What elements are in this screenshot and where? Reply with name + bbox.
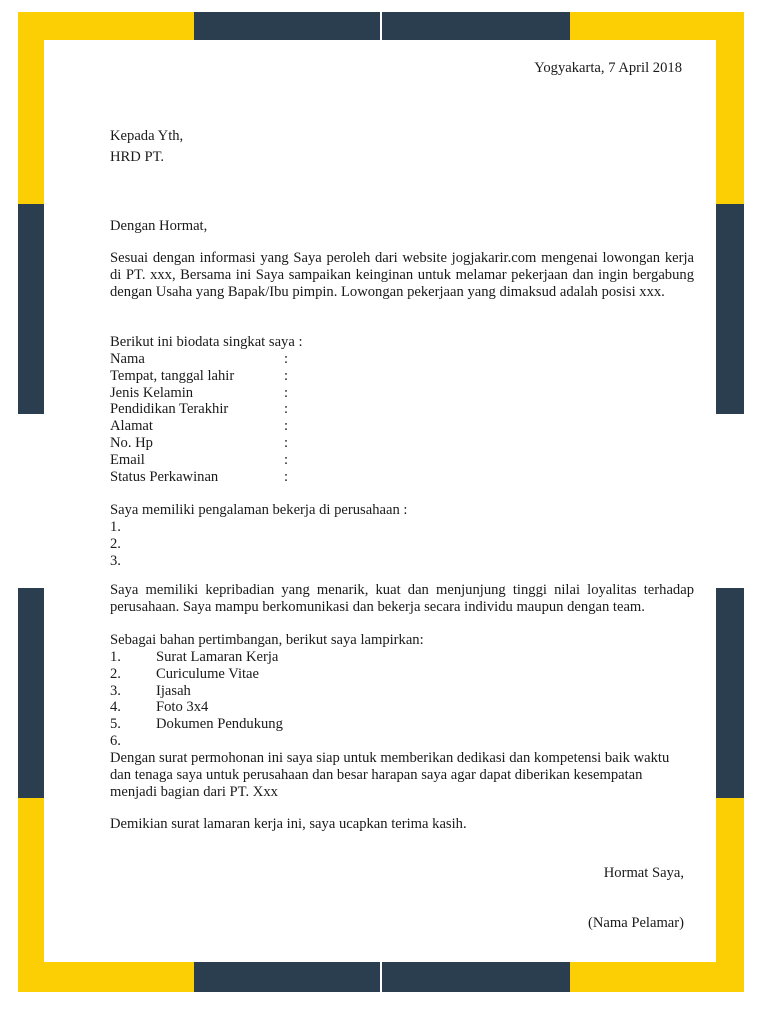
attachment-number: 4.	[110, 699, 121, 716]
attachments-heading: Sebagai bahan pertimbangan, berikut saya lampirkan:	[110, 632, 424, 648]
attachment-number: 6.	[110, 732, 121, 749]
biodata-colon: :	[284, 351, 289, 367]
biodata-label: Tempat, tanggal lahir	[110, 367, 235, 384]
frame-top-navy-left	[194, 12, 380, 40]
personality-paragraph: Saya memiliki kepribadian yang menarik, kuat dan menjunjung tinggi nilai loyalitas terhadap perusahaan. Saya mampu berkomunikasi dan bekerja secara individu maupun dengan team.	[110, 582, 694, 615]
recipient-block	[110, 128, 183, 166]
attachment-number: 2.	[110, 665, 121, 682]
biodata-row	[110, 469, 304, 486]
experience-heading: Saya memiliki pengalaman bekerja di perusahaan :	[110, 502, 408, 518]
attachment-item	[110, 716, 283, 733]
frame-left-navy-bottom	[18, 588, 46, 798]
frame-left-navy-top	[18, 204, 46, 414]
biodata-row	[110, 401, 304, 418]
biodata-row	[110, 435, 304, 452]
experience-item: 3.	[110, 552, 121, 569]
attachment-item	[110, 699, 283, 716]
biodata-row	[110, 452, 304, 469]
biodata-table	[110, 351, 304, 485]
biodata-label: Alamat	[110, 418, 153, 435]
salutation: Dengan Hormat,	[110, 218, 208, 234]
intro-paragraph: Sesuai dengan informasi yang Saya peroleh dari website jogjakarir.com mengenai lowongan kerja di PT. xxx, Bersama ini Saya sampaikan keinginan untuk melamar pekerjaan dan ingin bergabung dengan Usaha yang Bapak/Ibu pimpin. Lowongan pekerjaan yang dimaksud adalah posisi xxx.	[110, 250, 694, 300]
attachment-text: Foto 3x4	[156, 699, 209, 716]
frame-left-yellow-bottom	[18, 798, 46, 992]
attachment-item	[110, 683, 283, 700]
biodata-row	[110, 368, 304, 385]
attachments-list	[110, 649, 283, 750]
dedication-paragraph: Dengan surat permohonan ini saya siap untuk memberikan dedikasi dan kompetensi baik waktu dan tenaga saya untuk perusahaan dan besar harapan saya agar dapat diberikan kesempatan menjadi bagian dari PT. Xxx	[110, 750, 670, 800]
regards: Hormat Saya,	[603, 865, 684, 881]
biodata-label: No. Hp	[110, 434, 153, 451]
biodata-colon: :	[284, 367, 289, 384]
biodata-heading: Berikut ini biodata singkat saya :	[110, 334, 303, 350]
attachment-item	[110, 733, 283, 750]
biodata-label: Email	[110, 451, 145, 468]
biodata-row	[110, 351, 304, 368]
attachment-text: Dokumen Pendukung	[156, 716, 283, 733]
biodata-colon: :	[284, 401, 289, 418]
frame-top-navy-right	[382, 12, 570, 40]
attachment-item	[110, 666, 283, 683]
biodata-colon: :	[284, 434, 289, 451]
frame-bottom-navy-right	[382, 962, 570, 992]
biodata-colon: :	[284, 418, 289, 435]
biodata-label: Pendidikan Terakhir	[110, 401, 229, 418]
attachment-number: 5.	[110, 716, 121, 733]
closing-line: Demikian surat lamaran kerja ini, saya ucapkan terima kasih.	[110, 816, 467, 832]
frame-left-yellow-top	[18, 12, 46, 204]
frame-bottom-navy-left	[194, 962, 380, 992]
attachment-text: Ijasah	[156, 682, 191, 699]
frame-right-yellow-top	[716, 12, 744, 204]
frame-right-navy-bottom	[716, 588, 744, 798]
attachment-text: Curiculume Vitae	[156, 665, 260, 682]
biodata-row	[110, 385, 304, 402]
experience-item: 2.	[110, 535, 121, 552]
recipient-line: Kepada Yth,	[110, 128, 184, 144]
frame-right-yellow-bottom	[716, 798, 744, 992]
frame-right-navy-top	[716, 204, 744, 414]
biodata-colon: :	[284, 451, 289, 468]
attachment-number: 3.	[110, 682, 121, 699]
experience-list	[110, 519, 121, 569]
recipient-line: HRD PT.	[110, 148, 165, 165]
experience-item: 1.	[110, 519, 121, 535]
attachment-item	[110, 649, 283, 666]
attachment-text: Surat Lamaran Kerja	[156, 649, 279, 665]
attachment-number: 1.	[110, 649, 121, 665]
signature-name: (Nama Pelamar)	[587, 915, 684, 931]
biodata-colon: :	[284, 384, 289, 401]
biodata-label: Nama	[110, 351, 145, 367]
biodata-colon: :	[284, 468, 289, 485]
biodata-label: Status Perkawinan	[110, 468, 219, 485]
letter-date: Yogyakarta, 7 April 2018	[534, 60, 682, 76]
biodata-row	[110, 418, 304, 435]
biodata-label: Jenis Kelamin	[110, 384, 194, 401]
